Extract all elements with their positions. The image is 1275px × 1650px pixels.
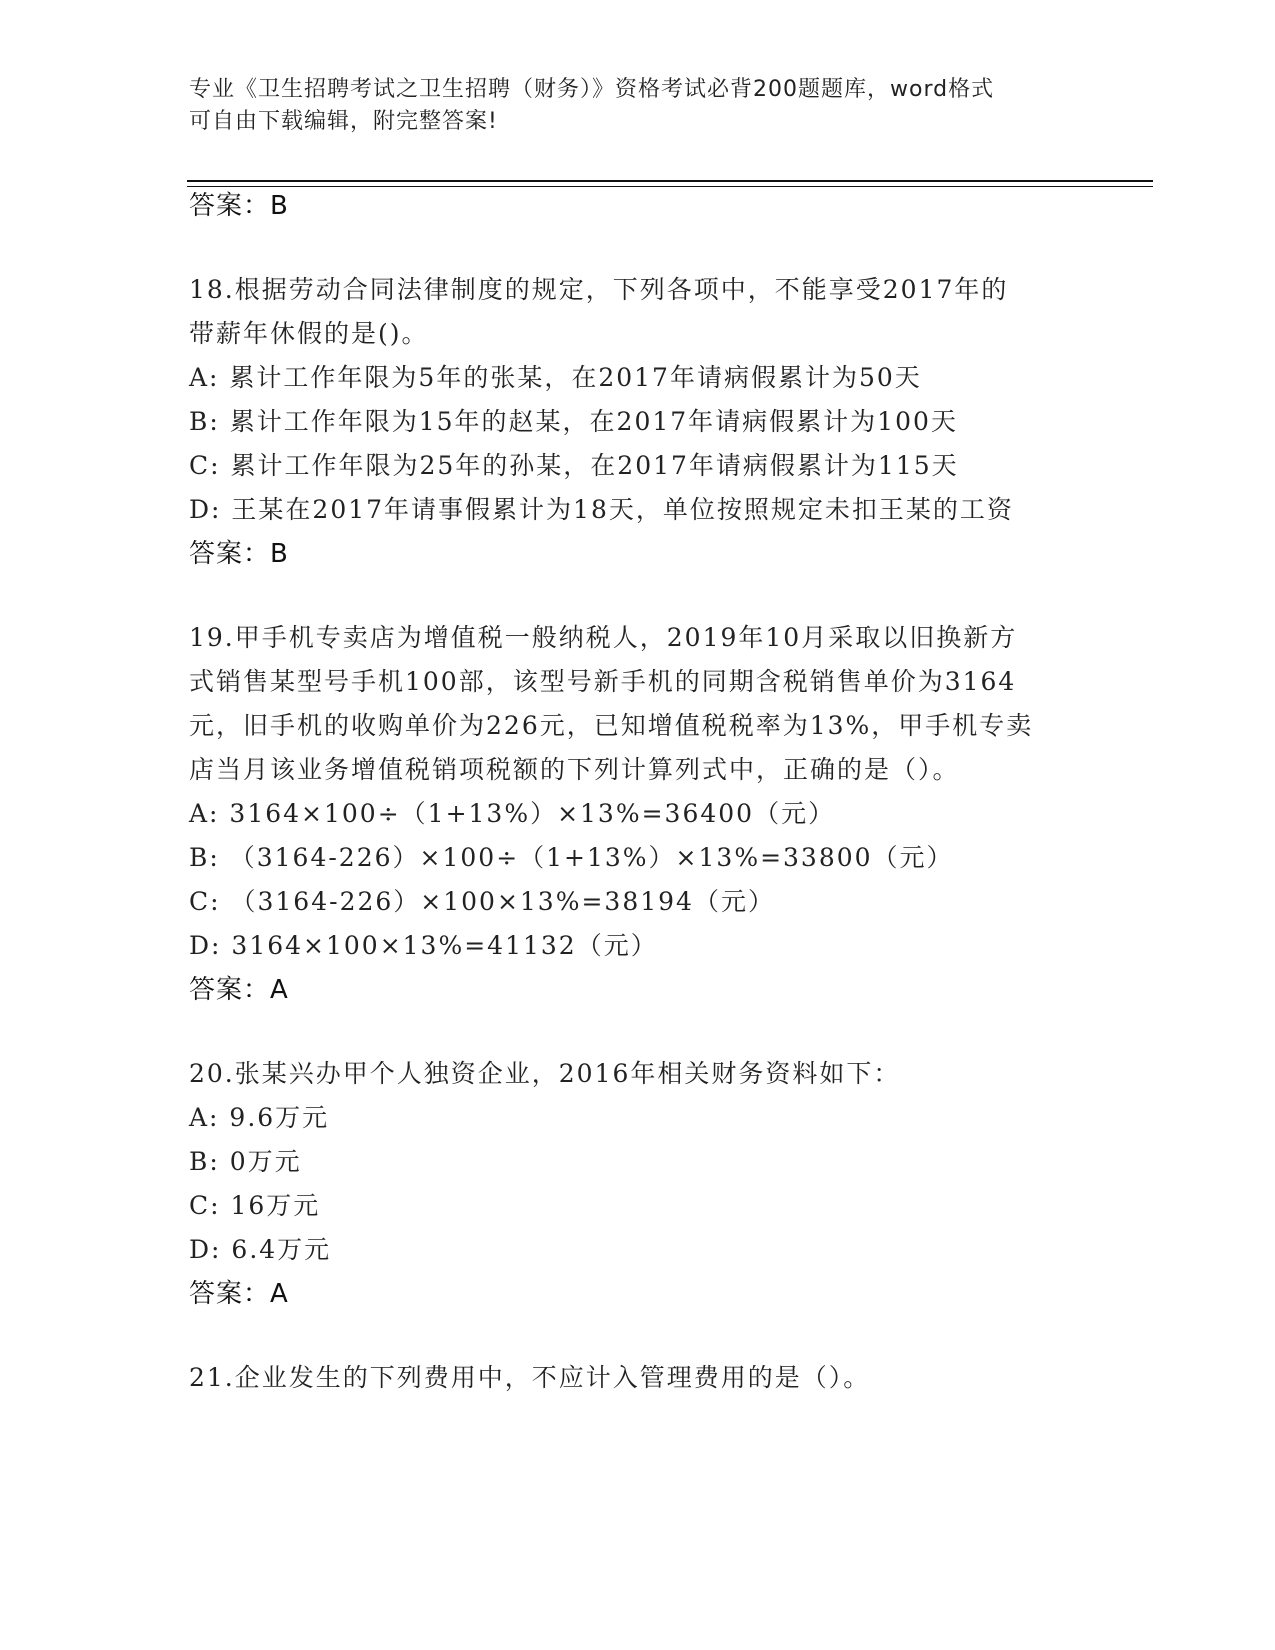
question-19-option-b: B: （3164-226）×100÷（1+13%）×13%=33800（元） bbox=[189, 843, 954, 872]
header-line-1: 专业《卫生招聘考试之卫生招聘（财务）》资格考试必背200题题库，word格式 bbox=[189, 77, 995, 102]
question-18-option-c: C: 累计工作年限为25年的孙某，在2017年请病假累计为115天 bbox=[189, 451, 959, 480]
question-19-stem-line-1: 19.甲手机专卖店为增值税一般纳税人，2019年10月采取以旧换新方 bbox=[189, 623, 1018, 652]
question-19-stem-line-3: 元，旧手机的收购单价为226元，已知增值税税率为13%，甲手机专卖 bbox=[189, 711, 1034, 740]
answer-20: 答案：A bbox=[189, 1279, 289, 1309]
question-20-option-d: D: 6.4万元 bbox=[189, 1235, 332, 1264]
question-18-option-b: B: 累计工作年限为15年的赵某，在2017年请病假累计为100天 bbox=[189, 407, 958, 436]
question-19-stem-line-2: 式销售某型号手机100部，该型号新手机的同期含税销售单价为3164 bbox=[189, 667, 1017, 696]
answer-17: 答案：B bbox=[189, 191, 289, 221]
question-20-stem-line-1: 20.张某兴办甲个人独资企业，2016年相关财务资料如下： bbox=[189, 1059, 901, 1088]
question-18-stem-line-1: 18.根据劳动合同法律制度的规定，下列各项中，不能享受2017年的 bbox=[189, 275, 1009, 304]
answer-19: 答案：A bbox=[189, 975, 289, 1005]
page-header bbox=[189, 74, 1089, 138]
question-19-option-a: A: 3164×100÷（1+13%）×13%=36400（元） bbox=[189, 799, 836, 828]
question-18-option-a: A: 累计工作年限为5年的张某，在2017年请病假累计为50天 bbox=[189, 363, 922, 392]
question-19-stem-line-4: 店当月该业务增值税销项税额的下列计算列式中，正确的是（）。 bbox=[189, 755, 960, 784]
question-18-stem-line-2: 带薪年休假的是()。 bbox=[189, 319, 429, 348]
question-18-option-d: D: 王某在2017年请事假累计为18天，单位按照规定未扣王某的工资 bbox=[189, 495, 1014, 524]
question-21-stem-line-1: 21.企业发生的下列费用中，不应计入管理费用的是（）。 bbox=[189, 1363, 871, 1392]
question-20-option-b: B: 0万元 bbox=[189, 1147, 302, 1176]
header-rule-thick bbox=[187, 180, 1153, 182]
question-19-option-c: C: （3164-226）×100×13%=38194（元） bbox=[189, 887, 775, 916]
header-rule-thin bbox=[187, 186, 1153, 187]
question-20-option-a: A: 9.6万元 bbox=[189, 1103, 330, 1132]
answer-18: 答案：B bbox=[189, 539, 289, 569]
header-line-2: 可自由下载编辑，附完整答案! bbox=[189, 109, 498, 134]
question-19-option-d: D: 3164×100×13%=41132（元） bbox=[189, 931, 658, 960]
question-20-option-c: C: 16万元 bbox=[189, 1191, 321, 1220]
